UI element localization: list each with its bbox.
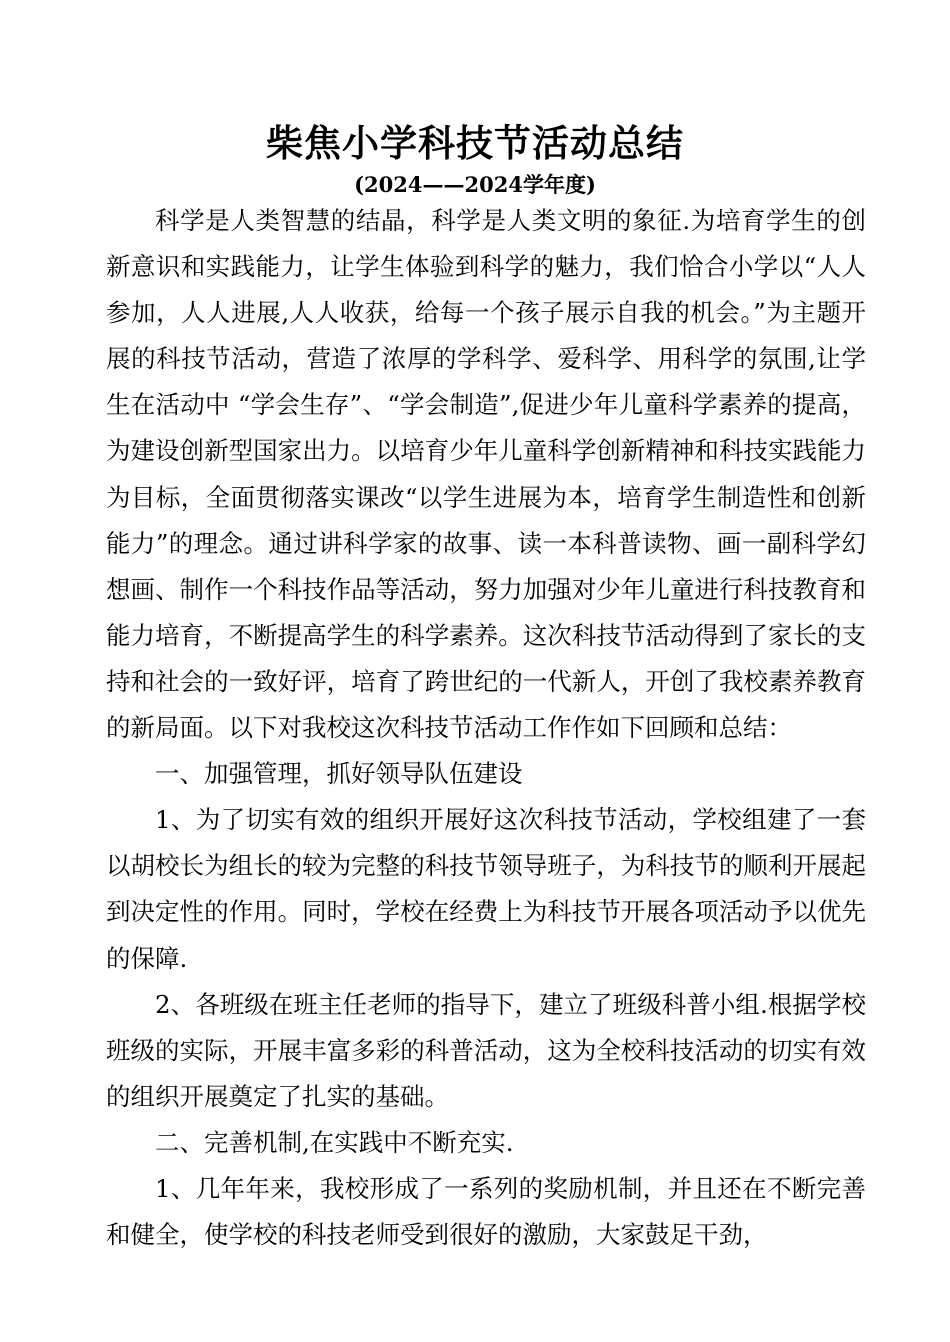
paragraph-2-1: 1、几年年来，我校形成了一系列的奖励机制，并且还在不断完善和健全，使学校的科技老师受到很好的激励，大家鼓足干劲，: [106, 1173, 866, 1250]
section-heading-1: 一、加强管理，抓好领导队伍建设: [155, 759, 523, 789]
document-body: [106, 198, 866, 1258]
intro-paragraph: 科学是人类智慧的结晶，科学是人类文明的象征.为培育学生的创新意识和实践能力，让学生体验到科学的魅力，我们恰合小学以“人人参加，人人进展,人人收获，给每一个孩子展示自我的机会。”为主题开展的科技节活动，营造了浓厚的学科学、爱科学、用科学的氛围,让学生在活动中 “学会生存”、“学会制造”,促进少年儿童科学素养的提高，为建设创新型国家出力。以培育少年儿童科学创新精神和科技实践能力为目标，全面贯彻落实课改“以学生进展为本，培育学生制造性和创新能力”的理念。通过讲科学家的故事、读一本科普读物、画一副科学幻想画、制作一个科技作品等活动，努力加强对少年儿童进行科技教育和能力培育，不断提高学生的科学素养。这次科技节活动得到了家长的支持和社会的一致好评，培育了跨世纪的一代新人，开创了我校素养教育的新局面。以下对我校这次科技节活动工作作如下回顾和总结：: [106, 206, 866, 743]
section-heading-2: 二、完善机制,在实践中不断充实.: [155, 1127, 514, 1157]
paragraph-1-1: 1、为了切实有效的组织开展好这次科技节活动，学校组建了一套以胡校长为组长的较为完整的科技节领导班子，为科技节的顺利开展起到决定性的作用。同时，学校在经费上为科技节开展各项活动予以优先的保障.: [106, 805, 866, 973]
paragraph-1-2: 2、各班级在班主任老师的指导下，建立了班级科普小组.根据学校班级的实际，开展丰富多彩的科普活动，这为全校科技活动的切实有效的组织开展奠定了扎实的基础。: [106, 989, 866, 1111]
document-title: 柴焦小学科技节活动总结: [266, 122, 684, 165]
document-subtitle: (2024——2024学年度): [354, 172, 596, 197]
